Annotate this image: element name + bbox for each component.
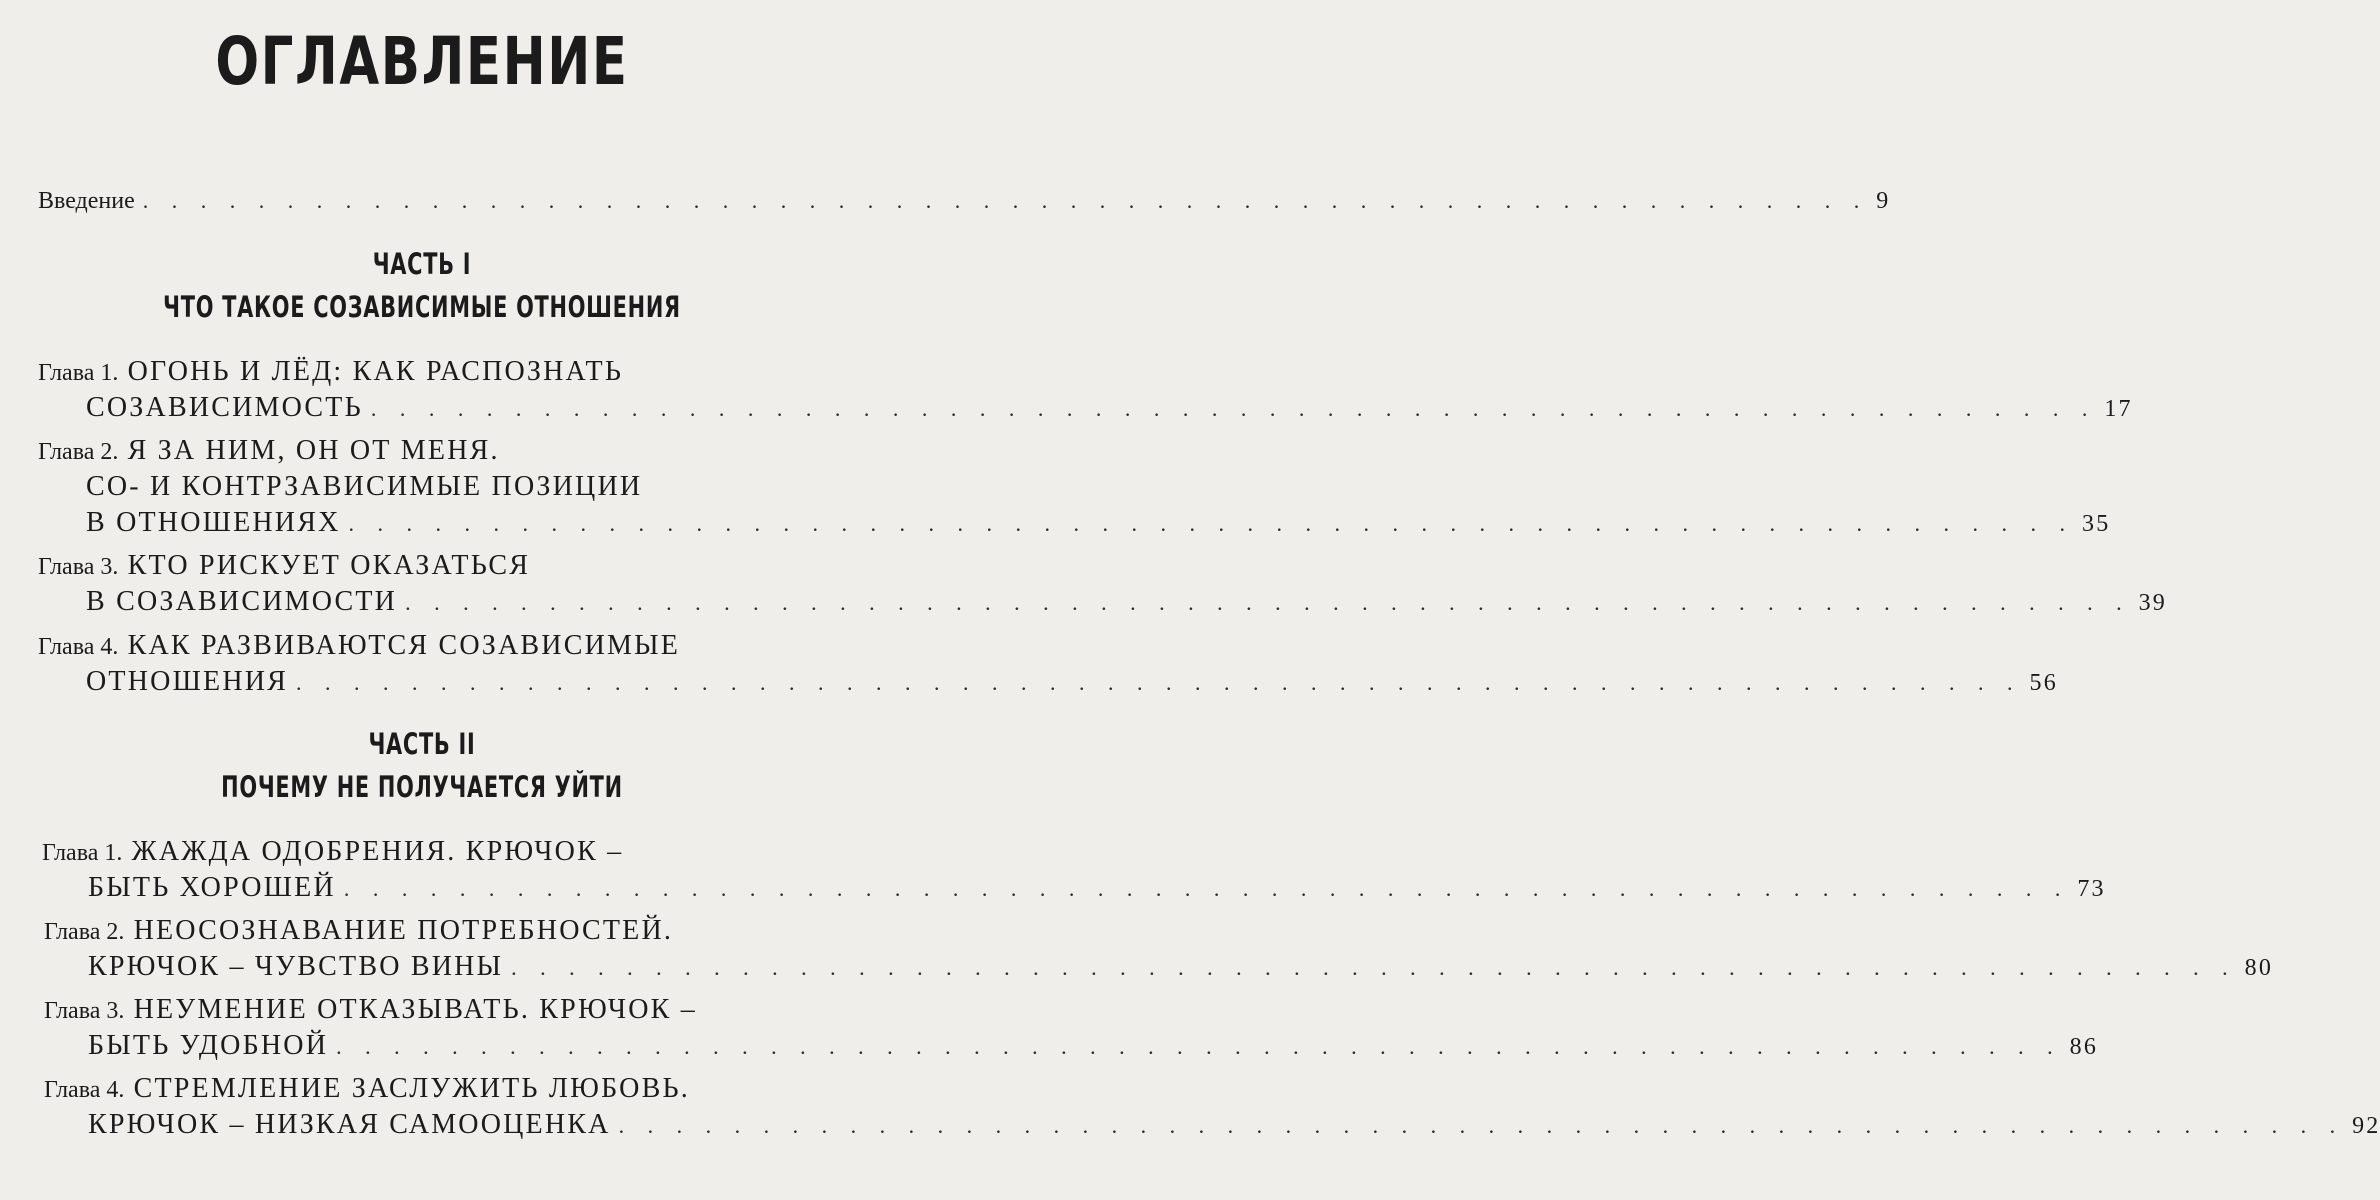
page-number: 80 [2244, 955, 2274, 981]
chapter-prefix: Глава 2. [44, 919, 125, 945]
chapter-title-line: ОГОНЬ И ЛЁД: КАК РАСПОЗНАТЬ [127, 356, 624, 387]
part-1-subtitle: ЧТО ТАКОЕ СОЗАВИСИМЫЕ ОТНОШЕНИЯ [163, 290, 681, 324]
chapter-prefix: Глава 4. [38, 634, 119, 660]
part-2-heading: ЧАСТЬ II [368, 727, 476, 761]
chapter-prefix: Глава 1. [42, 840, 123, 866]
chapter-title-line: СОЗАВИСИМОСТЬ [86, 392, 363, 423]
page-number: 73 [2077, 876, 2106, 902]
chapter-title-line: СТРЕМЛЕНИЕ ЗАСЛУЖИТЬ ЛЮБОВЬ. [133, 1073, 690, 1104]
page-number: 86 [2069, 1034, 2099, 1060]
part-1-heading: ЧАСТЬ I [372, 247, 472, 281]
toc-entry-intro[interactable] [38, 181, 1889, 221]
chapter-title-line: КРЮЧОК – НИЗКАЯ САМООЦЕНКА [88, 1109, 611, 1140]
dot-leader: . . . . . . . . . . . . . . . . . . . . . . . . . . . . . . . . . . . . . . . . . . . . . . . . . . . . . . . . . . . . [618, 1113, 2345, 1138]
dot-leader: . . . . . . . . . . . . . . . . . . . . . . . . . . . . . . . . . . . . . . . . . . . . . . . . . . . . . . . . . . . . [348, 511, 2075, 536]
chapter-prefix: Глава 3. [38, 554, 119, 580]
chapter-title-line: КАК РАЗВИВАЮТСЯ СОЗАВИСИМЫЕ [127, 630, 681, 661]
page-number: 92 [2352, 1113, 2380, 1139]
page-number: 35 [2082, 511, 2111, 537]
page-title: ОГЛАВЛЕНИЕ [215, 23, 629, 100]
page-number: 39 [2138, 590, 2167, 616]
chapter-prefix: Глава 1. [38, 360, 119, 386]
chapter-title-line: НЕУМЕНИЕ ОТКАЗЫВАТЬ. КРЮЧОК – [133, 994, 697, 1025]
chapter-prefix: Глава 4. [44, 1077, 125, 1103]
chapter-title-line: В ОТНОШЕНИЯХ [86, 507, 341, 538]
page-number: 9 [1876, 188, 1889, 214]
part-2-subtitle: ПОЧЕМУ НЕ ПОЛУЧАЕТСЯ УЙТИ [221, 770, 623, 804]
dot-leader: . . . . . . . . . . . . . . . . . . . . . . . . . . . . . . . . . . . . . . . . . . . . . . . . . . . . . . . . . . . . [336, 1034, 2062, 1059]
chapter-title-line: КРЮЧОК – ЧУВСТВО ВИНЫ [88, 951, 504, 982]
chapter-title-line: БЫТЬ УДОБНОЙ [88, 1030, 329, 1061]
dot-leader: . . . . . . . . . . . . . . . . . . . . . . . . . . . . . . . . . . . . . . . . . . . . . . . . . . . . . . . . . . . . [405, 590, 2131, 615]
chapter-title-line: Я ЗА НИМ, ОН ОТ МЕНЯ. [127, 435, 500, 466]
dot-leader: . . . . . . . . . . . . . . . . . . . . . . . . . . . . . . . . . . . . . . . . . . . . . . . . . . . . . . . . . . . . [296, 670, 2022, 695]
intro-label: Введение [38, 188, 135, 214]
chapter-prefix: Глава 3. [44, 998, 125, 1024]
chapter-title-line: ОТНОШЕНИЯ [86, 666, 289, 697]
chapter-prefix: Глава 2. [38, 439, 119, 465]
page-number: 56 [2029, 670, 2058, 696]
dot-leader: . . . . . . . . . . . . . . . . . . . . . . . . . . . . . . . . . . . . . . . . . . . . . . . . . . . . . . . . . . . . [142, 188, 1869, 213]
chapter-title-line: БЫТЬ ХОРОШЕЙ [88, 872, 336, 903]
dot-leader: . . . . . . . . . . . . . . . . . . . . . . . . . . . . . . . . . . . . . . . . . . . . . . . . . . . . . . . . . . . . [343, 876, 2070, 901]
chapter-title-line: ЖАЖДА ОДОБРЕНИЯ. КРЮЧОК – [131, 836, 624, 867]
chapter-title-line: В СОЗАВИСИМОСТИ [86, 586, 398, 617]
page-number: 17 [2104, 396, 2133, 422]
dot-leader: . . . . . . . . . . . . . . . . . . . . . . . . . . . . . . . . . . . . . . . . . . . . . . . . . . . . . . . . . . . . [370, 396, 2097, 421]
chapter-title-line: НЕОСОЗНАВАНИЕ ПОТРЕБНОСТЕЙ. [133, 915, 674, 946]
dot-leader: . . . . . . . . . . . . . . . . . . . . . . . . . . . . . . . . . . . . . . . . . . . . . . . . . . . . . . . . . . . . [511, 955, 2237, 980]
chapter-title-line: СО- И КОНТРЗАВИСИМЫЕ ПОЗИЦИИ [86, 471, 643, 502]
chapter-title-line: КТО РИСКУЕТ ОКАЗАТЬСЯ [127, 550, 531, 581]
